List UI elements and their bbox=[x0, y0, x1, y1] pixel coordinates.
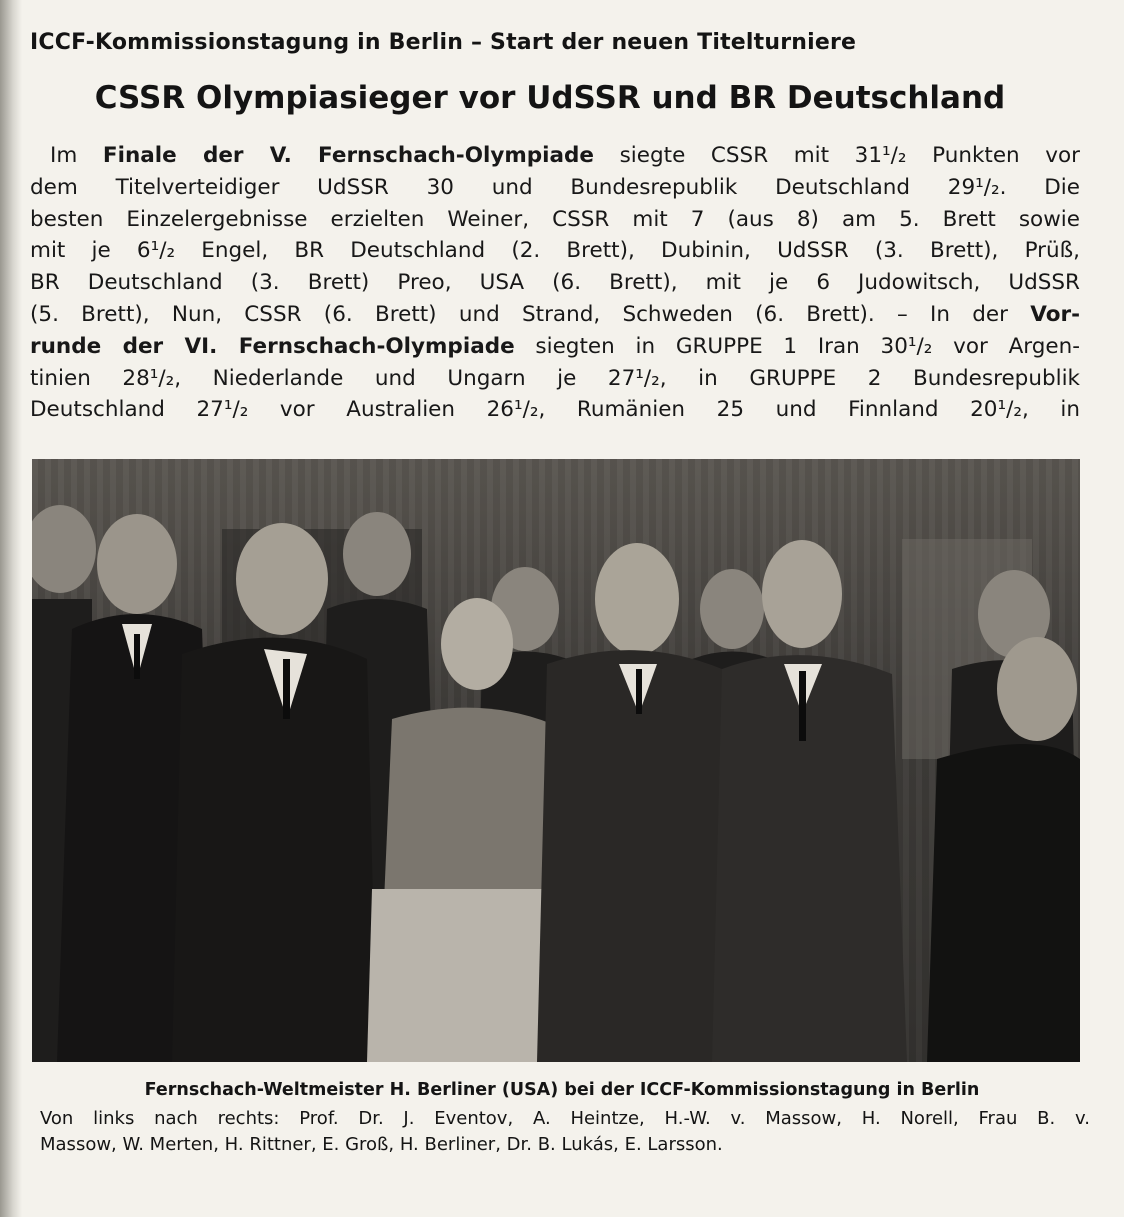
caption-line: Massow, W. Merten, H. Rittner, E. Groß, H. Berliner, Dr. B. Lukás, E. Larsson. bbox=[40, 1134, 723, 1155]
article-line: BR Deutschland (3. Brett) Preo, USA (6. Brett), mit je 6 Judowitsch, UdSSR bbox=[30, 270, 1080, 296]
group-photo-illustration bbox=[32, 459, 1080, 1062]
article-line: besten Einzelergebnisse erzielten Weiner, CSSR mit 7 (aus 8) am 5. Brett sowie bbox=[30, 206, 1080, 232]
photo-caption-text bbox=[40, 1106, 1090, 1158]
page-edge-shadow bbox=[0, 0, 22, 1217]
headline: CSSR Olympiasieger vor UdSSR und BR Deutschland bbox=[94, 80, 1006, 116]
article-line: Im Finale der V. Fernschach-Olympiade siegte CSSR mit 31¹/₂ Punkten vor bbox=[50, 143, 1080, 168]
photo-caption-title: Fernschach-Weltmeister H. Berliner (USA) bei der ICCF-Kommissionstagung in Berlin bbox=[144, 1080, 980, 1100]
article-line: (5. Brett), Nun, CSSR (6. Brett) und Strand, Schweden (6. Brett). – In der Vor- bbox=[30, 301, 1080, 327]
group-photo bbox=[32, 459, 1080, 1062]
article-line: dem Titelverteidiger UdSSR 30 und Bundesrepublik Deutschland 29¹/₂. Die bbox=[30, 174, 1080, 200]
article-body bbox=[30, 140, 1080, 426]
caption-line: Von links nach rechts: Prof. Dr. J. Eventov, A. Heintze, H.-W. v. Massow, H. Norell, Frau B. v. bbox=[40, 1108, 1090, 1129]
article-line: tinien 28¹/₂, Niederlande und Ungarn je 27¹/₂, in GRUPPE 2 Bundesrepublik bbox=[30, 365, 1080, 391]
article-line: runde der VI. Fernschach-Olympiade siegten in GRUPPE 1 Iran 30¹/₂ vor Argen- bbox=[30, 333, 1080, 359]
article-line: mit je 6¹/₂ Engel, BR Deutschland (2. Brett), Dubinin, UdSSR (3. Brett), Prüß, bbox=[30, 238, 1080, 264]
article-line: Deutschland 27¹/₂ vor Australien 26¹/₂, Rumänien 25 und Finnland 20¹/₂, in bbox=[30, 397, 1080, 423]
kicker-heading: ICCF-Kommissionstagung in Berlin – Start der neuen Titelturniere bbox=[30, 30, 857, 55]
